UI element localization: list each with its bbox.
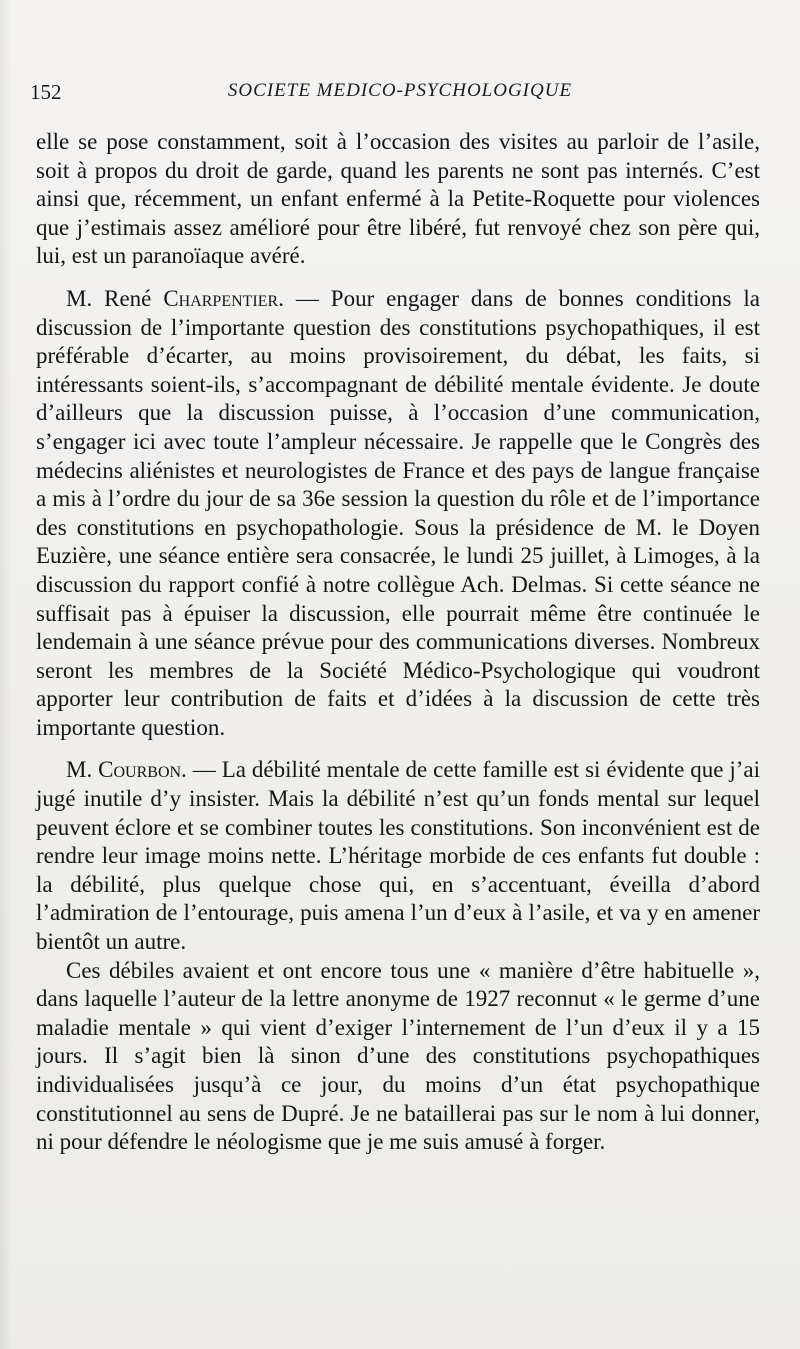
paragraph-2 — [36, 285, 760, 743]
speaker-name: Courbon. — [98, 757, 187, 783]
paragraph-3-text: — La débilité mentale de cette famille est si évidente que j’ai jugé inutile d’y insister. Mais la débilité n’est qu’un fonds mental sur lequel peuvent éclore et se combiner toutes les constitutions. Son inconvénient est de rendre leur image moins nette. L’héritage morbide de ces enfants fut double : la débilité, plus quelque chose qui, en s’accentuant, éveilla d’abord l’admiration de l’entourage, puis amena l’un d’eux à l’asile, et va y en amener bientôt un autre. — [36, 757, 761, 955]
speaker-name: Charpentier. — [163, 285, 284, 311]
paragraph-3 — [36, 756, 760, 956]
paragraph-1: elle se pose constamment, soit à l’occasion des visites au parloir de l’asile, soit à propos du droit de garde, quand les parents ne sont pas internés. C’est ainsi que, récemment, un enfant enfermé à la Petite-Roquette pour violences que j’estimais assez amélioré pour être libéré, fut renvoyé chez son père qui, lui, est un paranoïaque avéré. — [36, 129, 760, 269]
paragraph-4: Ces débiles avaient et ont encore tous une « manière d’être habituelle », dans laquelle l’auteur de la lettre anonyme de 1927 reconnut « le germe d’une maladie mentale » qui vient d’exiger l’internement de l’un d’eux il y a 15 jours. Il s’agit bien là sinon d’une des constitutions psychopathiques individualisées jusqu’à ce jour, du moins d’un état psychopathique constitutionnel au sens de Dupré. Je ne bataillerai pas sur le nom à lui donner, ni pour défendre le néologisme que je me suis amusé à forger. — [36, 957, 760, 1155]
speaker-prefix: M. — [66, 757, 93, 783]
running-head: SOCIETE MEDICO-PSYCHOLOGIQUE — [227, 80, 573, 101]
page-edge-shadow — [0, 0, 12, 1349]
body-text — [36, 128, 760, 1157]
paragraph-2-text: — Pour engager dans de bonnes conditions la discussion de l’importante question des constitutions psychopathiques, il est préférable d’écarter, au moins provisoirement, du débat, les faits, si intéressants soient-ils, s’accompagnant de débilité mentale évidente. Je doute d’ailleurs que la discussion puisse, à l’occasion d’une communication, s’engager ici avec toute l’ampleur nécessaire. Je rappelle que le Congrès des médecins aliénistes et neurologistes de France et des pays de langue française a mis à l’ordre du jour de sa 36e session la question du rôle et de l’importance des constitutions en psychopathologie. Sous la présidence de M. le Doyen Euzière, une séance entière sera consacrée, le lundi 25 juillet, à Limoges, à la discussion du rapport confié à notre collègue Ach. Delmas. Si cette séance ne suffisait pas à épuiser la discussion, elle pourrait même être continuée le lendemain à une séance prévue pour des communications diverses. Nombreux seront les membres de la Société Médico-Psychologique qui voudront apporter leur contribution de faits et d’idées à la discussion de cette très importante question. — [36, 285, 760, 740]
page-number: 152 — [30, 80, 62, 104]
page-header — [30, 80, 770, 110]
speaker-prefix: M. René — [66, 285, 152, 311]
